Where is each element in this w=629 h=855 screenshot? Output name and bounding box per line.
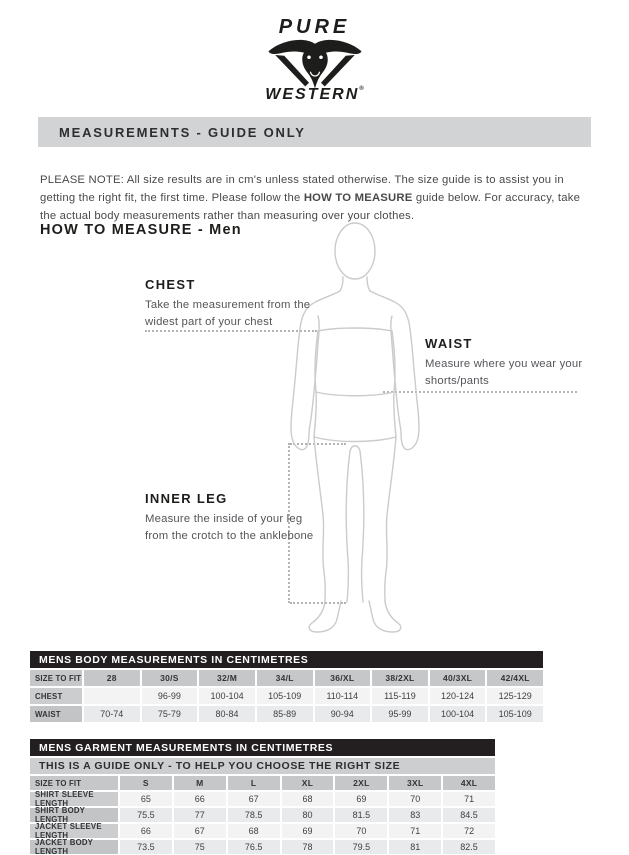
- column-header-cell: SIZE TO FIT: [30, 776, 118, 790]
- column-header-cell: 34/L: [257, 670, 313, 686]
- waist-annotation: [425, 336, 597, 390]
- value-cell: 68: [282, 792, 334, 806]
- value-cell: 70-74: [84, 706, 140, 722]
- logo-word-pure: PURE: [278, 16, 351, 38]
- column-header-cell: 2XL: [335, 776, 387, 790]
- value-cell: 96-99: [142, 688, 198, 704]
- value-cell: 77: [174, 808, 226, 822]
- value-cell: 72: [443, 824, 495, 838]
- value-cell: 120-124: [430, 688, 486, 704]
- registered-trademark-icon: ®: [359, 86, 364, 92]
- value-cell: 78.5: [228, 808, 280, 822]
- note-text: [40, 172, 592, 226]
- value-cell: 81: [389, 840, 441, 854]
- body-table-grid: [30, 670, 543, 722]
- value-cell: 83: [389, 808, 441, 822]
- value-cell: 78: [282, 840, 334, 854]
- value-cell: 105-109: [487, 706, 543, 722]
- value-cell: 90-94: [315, 706, 371, 722]
- section-title: HOW TO MEASURE - Men: [40, 222, 242, 238]
- value-cell: 100-104: [199, 688, 255, 704]
- value-cell: 67: [228, 792, 280, 806]
- column-header-cell: SIZE TO FIT: [30, 670, 82, 686]
- value-cell: 100-104: [430, 706, 486, 722]
- note-part3: guide below. For accuracy, take the actual body measurements rather than measuring over your clothes.: [40, 192, 581, 222]
- body-measurements-table: [30, 651, 543, 722]
- value-cell: 79.5: [335, 840, 387, 854]
- column-header-cell: S: [120, 776, 172, 790]
- value-cell: 69: [335, 792, 387, 806]
- value-cell: 80: [282, 808, 334, 822]
- value-cell: 81.5: [335, 808, 387, 822]
- column-header-cell: 38/2XL: [372, 670, 428, 686]
- value-cell: 125-129: [487, 688, 543, 704]
- chest-annotation-title: CHEST: [145, 277, 196, 292]
- value-cell: 76.5: [228, 840, 280, 854]
- garment-table-subtitle-bar: THIS IS A GUIDE ONLY - TO HELP YOU CHOOSE THE RIGHT SIZE: [30, 758, 495, 774]
- waist-annotation-desc: Measure where you wear your shorts/pants: [425, 358, 583, 387]
- column-header-cell: 28: [84, 670, 140, 686]
- note-part1: PLEASE NOTE: All size results are in cm's unless stated otherwise. The size guide is to assist you in getting the right fit, the first time. Please follow the: [40, 174, 564, 205]
- column-header-cell: L: [228, 776, 280, 790]
- column-header-cell: 40/3XL: [430, 670, 486, 686]
- value-cell: 66: [174, 792, 226, 806]
- value-cell: 68: [228, 824, 280, 838]
- value-cell: 80-84: [199, 706, 255, 722]
- inner-leg-annotation: [145, 491, 317, 545]
- value-cell: [84, 688, 140, 704]
- garment-measurements-table: [30, 739, 495, 854]
- value-cell: 82.5: [443, 840, 495, 854]
- value-cell: 75: [174, 840, 226, 854]
- value-cell: 65: [120, 792, 172, 806]
- value-cell: 110-114: [315, 688, 371, 704]
- measurements-title-text: MEASUREMENTS - GUIDE ONLY: [59, 124, 306, 140]
- garment-table-grid: [30, 776, 495, 854]
- logo-western-text: WESTERN: [265, 86, 360, 103]
- chest-annotation-desc: Take the measurement from the widest part of your chest: [145, 299, 311, 328]
- value-cell: 70: [389, 792, 441, 806]
- value-cell: 70: [335, 824, 387, 838]
- inner-leg-annotation-desc: Measure the inside of your leg from the crotch to the anklebone: [145, 513, 314, 542]
- note-bold: HOW TO MEASURE: [303, 192, 413, 205]
- garment-table-title-bar: MENS GARMENT MEASUREMENTS IN CENTIMETRES: [30, 739, 495, 756]
- row-label-cell: CHEST: [30, 688, 82, 704]
- value-cell: 69: [282, 824, 334, 838]
- body-table-title-bar: MENS BODY MEASUREMENTS IN CENTIMETRES: [30, 651, 543, 668]
- row-label-cell: JACKET BODY LENGTH: [30, 840, 118, 854]
- column-header-cell: XL: [282, 776, 334, 790]
- bull-head-icon: [265, 34, 365, 94]
- value-cell: 84.5: [443, 808, 495, 822]
- value-cell: 71: [389, 824, 441, 838]
- value-cell: 85-89: [257, 706, 313, 722]
- inner-leg-annotation-title: INNER LEG: [145, 491, 228, 506]
- value-cell: 75-79: [142, 706, 198, 722]
- logo-word-western: [0, 86, 629, 104]
- value-cell: 73.5: [120, 840, 172, 854]
- row-label-cell: JACKET SLEEVE LENGTH: [30, 824, 118, 838]
- waist-annotation-title: WAIST: [425, 336, 473, 351]
- value-cell: 105-109: [257, 688, 313, 704]
- column-header-cell: M: [174, 776, 226, 790]
- value-cell: 75.5: [120, 808, 172, 822]
- value-cell: 66: [120, 824, 172, 838]
- row-label-cell: SHIRT BODY LENGTH: [30, 808, 118, 822]
- value-cell: 67: [174, 824, 226, 838]
- brand-logo: [0, 16, 629, 104]
- column-header-cell: 36/XL: [315, 670, 371, 686]
- column-header-cell: 30/S: [142, 670, 198, 686]
- column-header-cell: 4XL: [443, 776, 495, 790]
- column-header-cell: 42/4XL: [487, 670, 543, 686]
- row-label-cell: WAIST: [30, 706, 82, 722]
- column-header-cell: 3XL: [389, 776, 441, 790]
- measurements-title-bar: [38, 117, 591, 147]
- value-cell: 115-119: [372, 688, 428, 704]
- column-header-cell: 32/M: [199, 670, 255, 686]
- chest-annotation: [145, 277, 323, 331]
- row-label-cell: SHIRT SLEEVE LENGTH: [30, 792, 118, 806]
- value-cell: 95-99: [372, 706, 428, 722]
- value-cell: 71: [443, 792, 495, 806]
